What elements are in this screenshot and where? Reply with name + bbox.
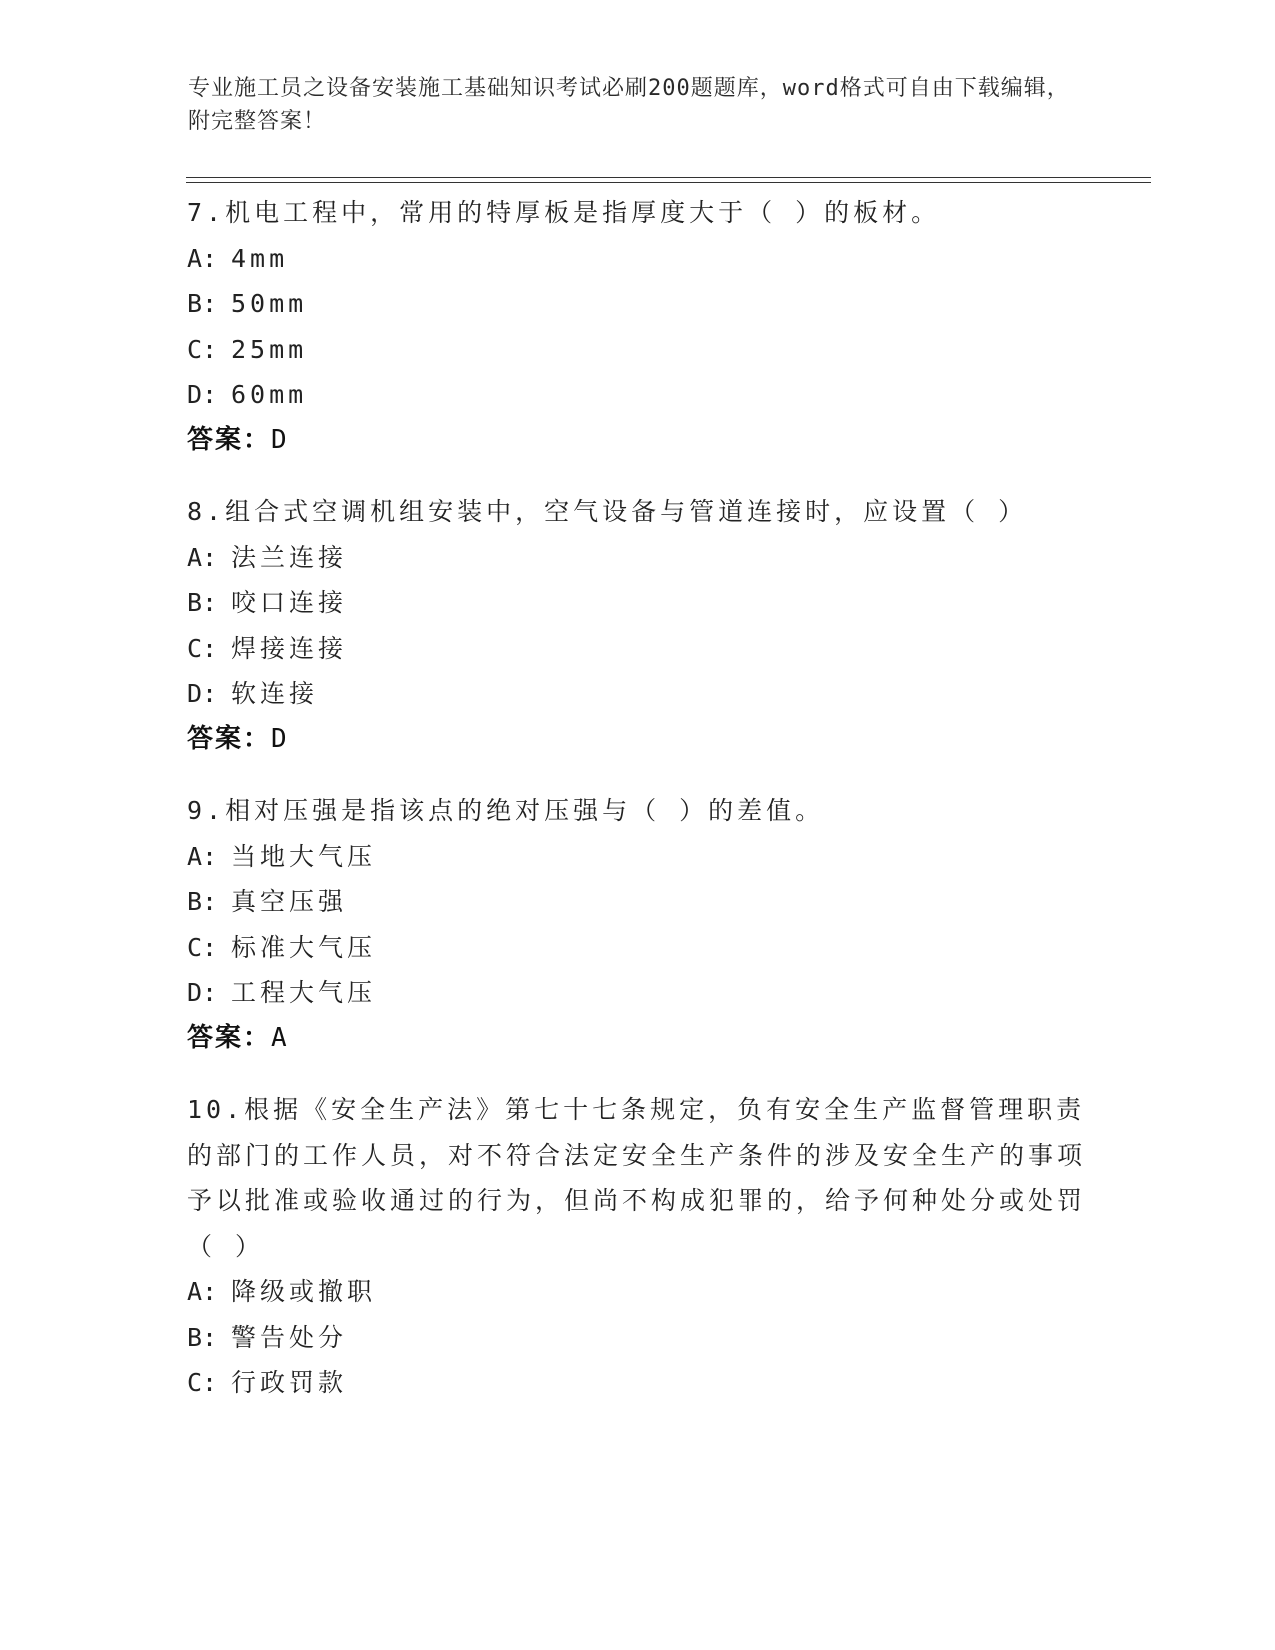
option-d (187, 372, 1087, 418)
question-stem: 8.组合式空调机组安装中，空气设备与管道连接时，应设置（ ） (187, 497, 1028, 526)
answer-value: D (271, 723, 289, 754)
option-letter: C: (187, 334, 218, 364)
option-a (187, 834, 1087, 880)
option-text: 软连接 (231, 679, 319, 708)
option-letter: B: (187, 887, 218, 916)
question-8 (187, 489, 1087, 762)
option-text: 警告处分 (231, 1322, 348, 1352)
option-text: 真空压强 (231, 887, 348, 916)
question-10 (187, 1087, 1087, 1406)
answer-label: 答案： (187, 424, 272, 455)
option-letter: A: (187, 841, 218, 871)
option-text: 25mm (231, 334, 308, 364)
option-text: 行政罚款 (231, 1368, 348, 1397)
option-c (187, 925, 1087, 971)
question-9 (187, 788, 1087, 1061)
option-text: 法兰连接 (231, 542, 348, 572)
option-letter: D: (187, 380, 218, 409)
answer-line (187, 717, 1087, 763)
document-header: 专业施工员之设备安装施工基础知识考试必刷200题题库，word格式可自由下载编辑，附完整答案！ (188, 76, 1070, 134)
option-letter: C: (187, 633, 218, 663)
option-letter: A: (187, 243, 218, 273)
answer-line (187, 418, 1087, 464)
question-list (187, 190, 1087, 1432)
option-letter: D: (187, 679, 218, 708)
question-7 (187, 190, 1087, 463)
question-stem: 9.相对压强是指该点的绝对压强与（ ）的差值。 (187, 796, 825, 825)
option-d (187, 970, 1087, 1016)
option-c (187, 1360, 1087, 1406)
answer-value: D (271, 424, 289, 455)
option-text: 当地大气压 (231, 841, 377, 871)
option-letter: C: (187, 1368, 218, 1397)
option-letter: A: (187, 542, 218, 572)
option-b (187, 879, 1087, 925)
answer-line (187, 1016, 1087, 1062)
option-text: 焊接连接 (231, 633, 348, 663)
option-d (187, 671, 1087, 717)
option-b (187, 1315, 1087, 1361)
question-stem: 10.根据《安全生产法》第七十七条规定，负有安全生产监督管理职责的部门的工作人员，对不符合法定安全生产条件的涉及安全生产的事项予以批准或验收通过的行为，但尚不构成犯罪的，给予何种处分或处罚（ ） (187, 1095, 1087, 1261)
option-text: 标准大气压 (231, 932, 377, 962)
option-c (187, 327, 1087, 373)
option-letter: B: (187, 1322, 218, 1352)
question-stem: 7.机电工程中，常用的特厚板是指厚度大于（ ）的板材。 (187, 198, 941, 227)
answer-label: 答案： (187, 1022, 272, 1053)
option-a (187, 1269, 1087, 1315)
option-a (187, 535, 1087, 581)
option-text: 60mm (231, 380, 308, 409)
header-divider-bottom (186, 182, 1151, 183)
option-a (187, 236, 1087, 282)
option-text: 降级或撤职 (231, 1277, 377, 1306)
option-letter: C: (187, 932, 218, 962)
answer-label: 答案： (187, 723, 272, 754)
option-letter: A: (187, 1277, 218, 1306)
option-text: 工程大气压 (231, 978, 377, 1007)
option-b (187, 281, 1087, 327)
answer-value: A (271, 1022, 289, 1053)
option-b (187, 580, 1087, 626)
option-text: 50mm (231, 289, 308, 318)
option-letter: D: (187, 978, 218, 1007)
option-letter: B: (187, 588, 218, 617)
header-divider-top (186, 177, 1151, 178)
option-text: 4mm (231, 243, 289, 273)
option-text: 咬口连接 (231, 588, 348, 617)
option-letter: B: (187, 289, 218, 318)
option-c (187, 626, 1087, 672)
